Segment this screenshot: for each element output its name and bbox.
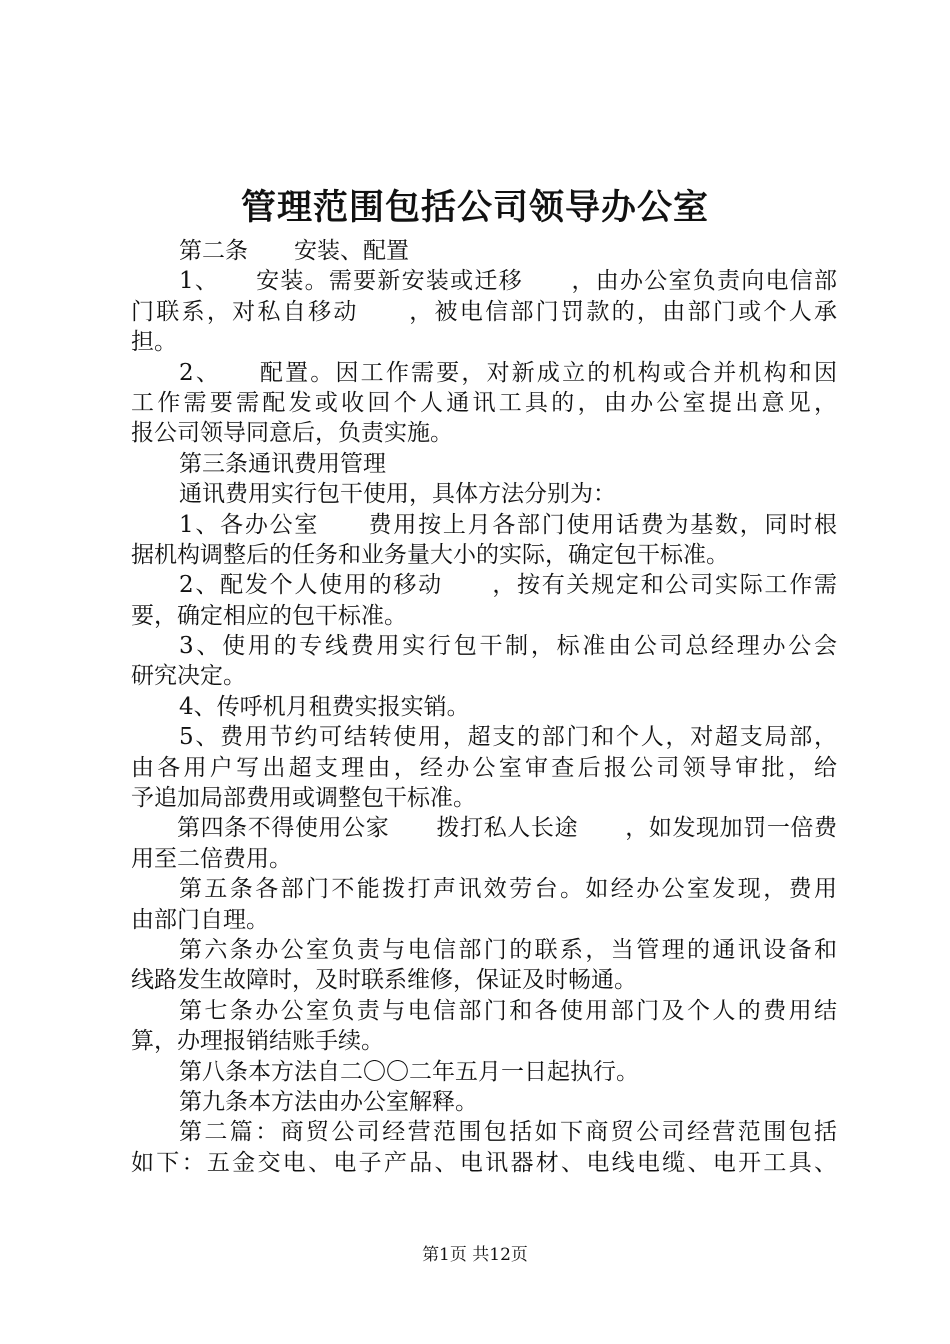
text-line: 1、 安装。需要新安装或迁移 ，由办公室负责向电信部 <box>179 268 837 295</box>
text-line: 由各用户写出超支理由，经办公室审查后报公司领导审批，给 <box>131 754 837 781</box>
text-line: 用至二倍费用。 <box>131 845 292 872</box>
page-title: 管理范围包括公司领导办公室 <box>240 187 709 228</box>
text-line: 第五条各部门不能拨打声讯效劳台。如经办公室发现，费用 <box>179 876 837 903</box>
text-line: 通讯费用实行包干使用，具体方法分别为： <box>179 481 616 508</box>
text-line: 第九条本方法由办公室解释。 <box>179 1088 478 1115</box>
text-line: 5、费用节约可结转使用，超支的部门和个人，对超支局部， <box>179 724 837 751</box>
text-line: 第七条办公室负责与电信部门和各使用部门及个人的费用结 <box>179 997 837 1024</box>
text-line: 如下：五金交电、电子产品、电讯器材、电线电缆、电开工具、 <box>131 1149 837 1176</box>
text-line: 第八条本方法自二〇〇二年五月一日起执行。 <box>179 1058 639 1085</box>
text-line: 据机构调整后的任务和业务量大小的实际，确定包干标准。 <box>131 541 729 568</box>
text-line: 3、使用的专线费用实行包干制，标准由公司总经理办公会 <box>179 633 837 660</box>
text-line: 第六条办公室负责与电信部门的联系，当管理的通讯设备和 <box>179 936 837 963</box>
text-line: 2、 配置。因工作需要，对新成立的机构或合并机构和因 <box>179 359 837 386</box>
text-line: 报公司领导同意后，负责实施。 <box>131 420 453 447</box>
text-line: 研究决定。 <box>131 663 246 690</box>
page-footer: 第1页 共12页 <box>422 1245 528 1265</box>
text-line: 2、配发个人使用的移动 ，按有关规定和公司实际工作需 <box>179 572 837 599</box>
text-line: 担。 <box>131 329 177 356</box>
text-line: 算，办理报销结账手续。 <box>131 1028 384 1055</box>
text-line: 第三条通讯费用管理 <box>179 450 386 477</box>
text-line: 4、传呼机月租费实报实销。 <box>179 693 470 720</box>
text-line: 要，确定相应的包干标准。 <box>131 602 407 629</box>
text-line: 1、各办公室 费用按上月各部门使用话费为基数，同时根 <box>179 511 837 538</box>
document-body <box>131 236 837 1178</box>
text-line: 第二条 安装、配置 <box>179 238 409 264</box>
text-line: 线路发生故障时，及时联系维修，保证及时畅通。 <box>131 967 637 994</box>
text-line: 予追加局部费用或调整包干标准。 <box>131 785 476 812</box>
text-line: 第四条不得使用公家 拨打私人长途 ，如发现加罚一倍费 <box>177 815 837 842</box>
text-line: 由部门自理。 <box>131 906 269 933</box>
text-line: 门联系，对私自移动 ，被电信部门罚款的，由部门或个人承 <box>131 298 837 325</box>
text-line: 第二篇：商贸公司经营范围包括如下商贸公司经营范围包括 <box>179 1119 837 1146</box>
text-line: 工作需要需配发或收回个人通讯工具的，由办公室提出意见， <box>131 389 837 416</box>
